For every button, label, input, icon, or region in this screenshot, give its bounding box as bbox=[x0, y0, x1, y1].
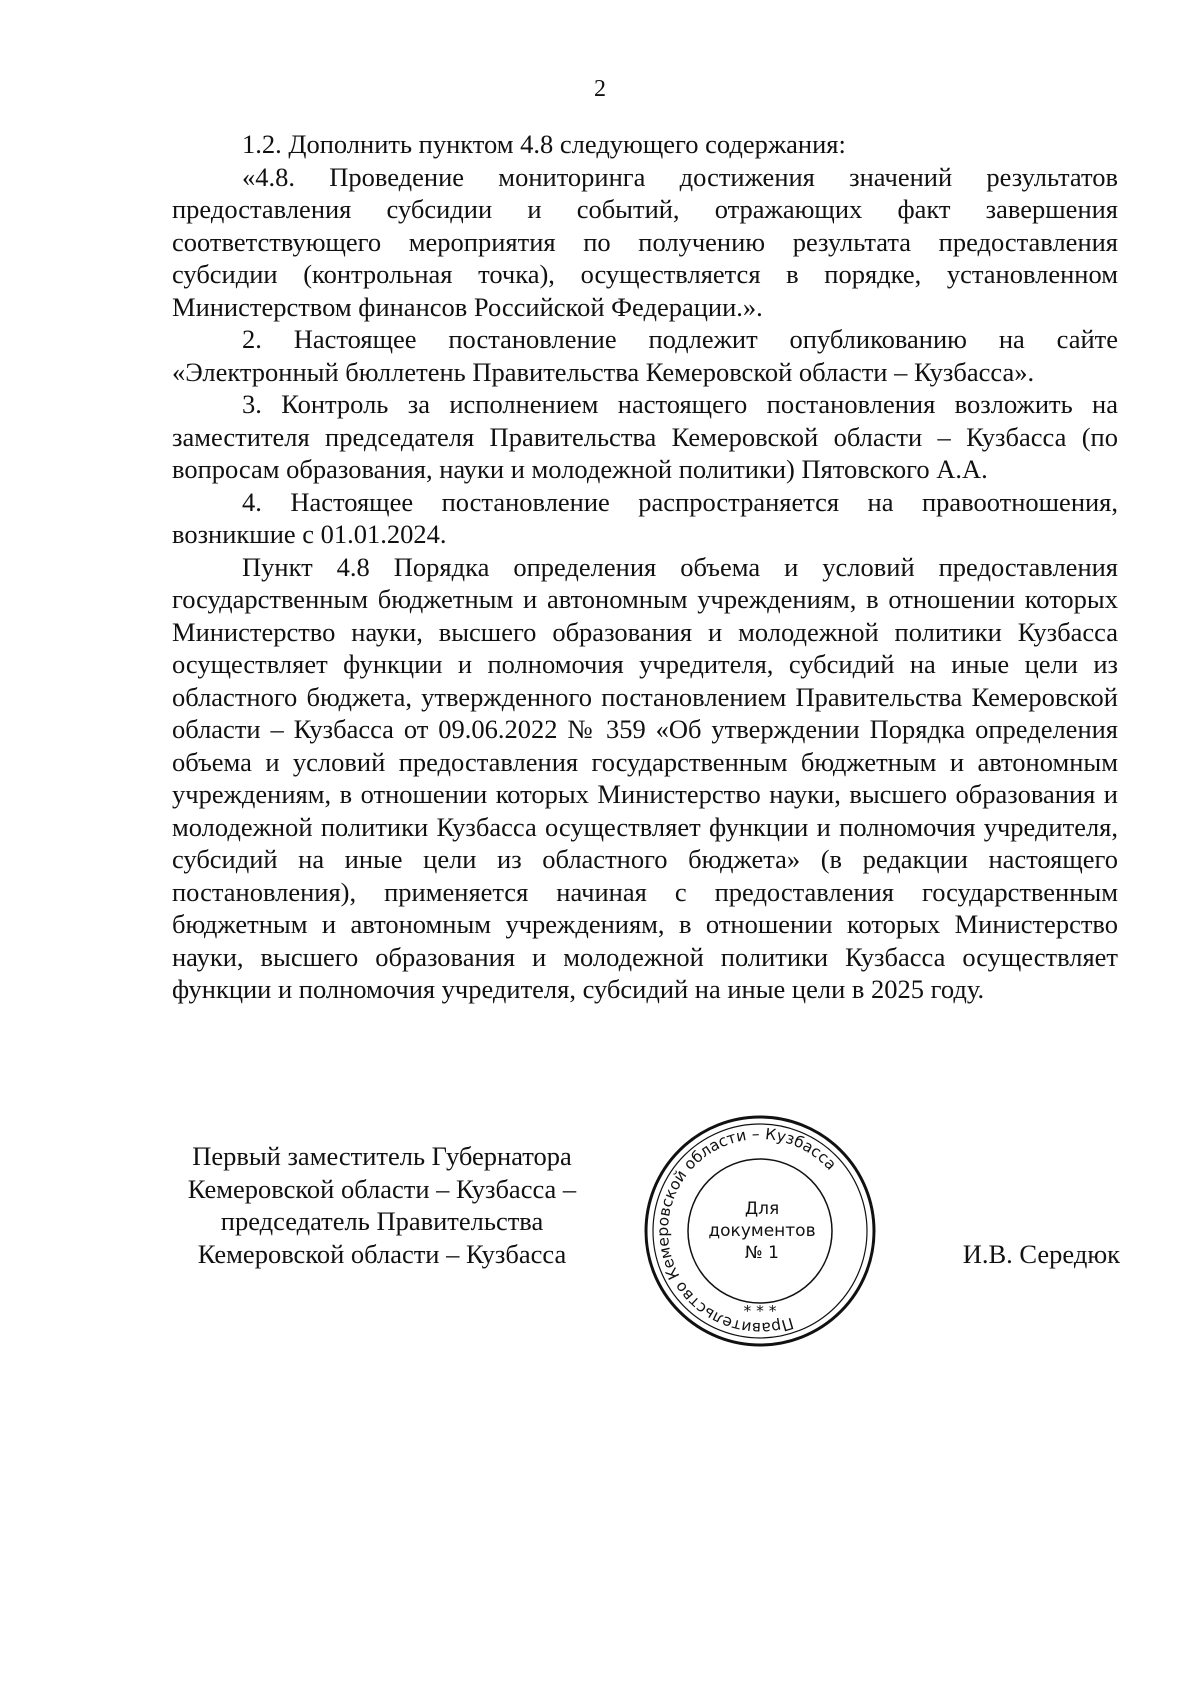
paragraph-4: 4. Настоящее постановление распространяется на правоотношения, возникшие с 01.01.2024. bbox=[172, 486, 1118, 549]
signatory-title-line: председатель Правительства bbox=[220, 1206, 544, 1236]
signatory-title bbox=[172, 1140, 592, 1270]
stamp-center-line: документов bbox=[708, 1221, 816, 1241]
paragraph-3: 3. Контроль за исполнением настоящего постановления возложить на заместителя председателя Правительства Кемеровской области – Кузбасса (по вопросам образования, науки и молодежной политики) Пятовского А.А. bbox=[172, 389, 1118, 484]
paragraph-4-8-quote: «4.8. Проведение мониторинга достижения значений результатов предоставления субсидии и событий, отражающих факт завершения соответствующего мероприятия по получению результата предоставления субсидии (контрольная точка), осуществляется в порядке, установленном Министерством финансов Российской Федерации.». bbox=[172, 161, 1118, 322]
paragraph-2: 2. Настоящее постановление подлежит опубликованию на сайте «Электронный бюллетень Правительства Кемеровской области – Кузбасса». bbox=[172, 324, 1118, 387]
stamp-center-line: № 1 bbox=[745, 1243, 779, 1263]
signer-name: И.В. Середюк bbox=[962, 1239, 1120, 1269]
paragraph-1-2: 1.2. Дополнить пунктом 4.8 следующего содержания: bbox=[242, 129, 846, 159]
stamp-ring-textpath: Правительство Кемеровской области – Кузбасса bbox=[653, 1124, 840, 1338]
paragraph-final: Пункт 4.8 Порядка определения объема и условий предоставления государственным бюджетным и автономным учреждениям, в отношении которых Министерство науки, высшего образования и молодежной политики Кузбасса осуществляет функции и полномочия учредителя, субсидий на иные цели из областного бюджета, утвержденного постановлением Правительства Кемеровской области – Кузбасса от 09.06.2022 № 359 «Об утверждении Порядка определения объема и условий предоставления государственным бюджетным и автономным учреждениям, в отношении которых Министерство науки, высшего образования и молодежной политики Кузбасса осуществляет функции и полномочия учредителя, субсидий на иные цели из областного бюджета» (в редакции настоящего постановления), применяется начиная с предоставления государственным бюджетным и автономным учреждениям, в отношении которых Министерство науки, высшего образования и молодежной политики Кузбасса осуществляет функции и полномочия учредителя, субсидий на иные цели в 2025 году. bbox=[172, 551, 1118, 1004]
signatory-title-line: Кемеровской области – Кузбасса bbox=[197, 1238, 567, 1269]
stamp-seal bbox=[643, 1114, 877, 1348]
stamp-stars: * * * bbox=[743, 1302, 777, 1320]
document-body bbox=[172, 128, 1118, 1006]
signatory-title-line: Первый заместитель Губернатора bbox=[192, 1141, 572, 1171]
stamp-center-line: Для bbox=[744, 1199, 780, 1219]
official-stamp bbox=[643, 1114, 877, 1348]
signatory-title-line: Кемеровской области – Кузбасса – bbox=[187, 1173, 577, 1204]
page-number: 2 bbox=[594, 76, 606, 102]
